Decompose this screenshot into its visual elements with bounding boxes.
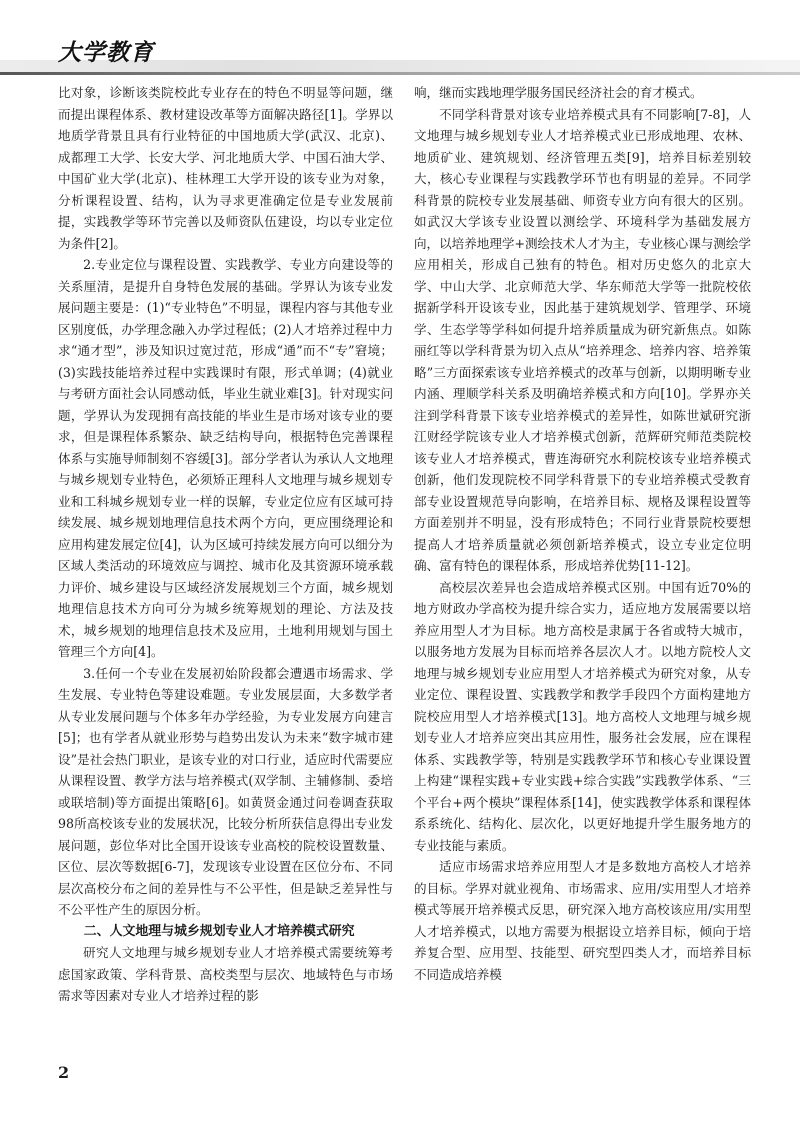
left-paragraph-3: 3.任何一个专业在发展初始阶段都会遭遇市场需求、学生发展、专业特色等建设难题。专业发展层面，大多数学者从专业发展问题与个体多年办学经验，为专业发展方向建言[5]；也有学者从就业形势与趋势出发认为未来“数字城市建设”是社会热门职业，是该专业的对口行业，适应时代需要应从课程设置、教学方法与培养模式(双学制、主辅修制、委培或联培制)等方面提出策略[6]。如黄贤金通过问卷调查获取98所高校该专业的发展状况，比较分析所获信息得出专业发展问题，彭位华对比全国开设该专业高校的院校设置数量、区位、层次等数据[6-7]，发现该专业设置在区位分布、不同层次高校分布之间的差异性与不公平性，但是缺乏差异性与不公平性产生的原因分析。 bbox=[58, 665, 393, 917]
journal-title: 大学教育 bbox=[58, 39, 154, 66]
header-rule bbox=[0, 72, 800, 75]
left-paragraph-1: 比对象，诊断该类院校此专业存在的特色不明显等问题，继而提出课程体系、教材建设改革等方面解决路径[1]。学界以地质学背景且具有行业特征的中国地质大学(武汉、北京)、成都理工大学、长安大学、河北地质大学、中国石油大学、中国矿业大学(北京)、桂林理工大学开设的该专业为对象，分析课程设置、结构，认为寻求更准确定位是专业发展前提，实践教学等环节完善以及师资队伍建设，均以专业定位为条件[2]。 bbox=[58, 85, 393, 251]
left-paragraph-4: 研究人文地理与城乡规划专业人才培养模式需要统筹考虑国家政策、学科背景、高校类型与层次、地域特色与市场需求等因素对专业人才培养过程的影 bbox=[58, 945, 393, 1003]
left-paragraph-2: 2.专业定位与课程设置、实践教学、专业方向建设等的关系厘清，是提升自身特色发展的基础。学界认为该专业发展问题主要是：(1)“专业特色”不明显，课程内容与其他专业区别度低，办学理念融入办学过程低；(2)人才培养过程中力求“通才型”，涉及知识过宽过范，形成“通”而不“专”窘境；(3)实践技能培养过程中实践课时有限，形式单调；(4)就业与考研方面社会认同感动低，毕业生就业难[3]。针对现实问题，学界认为发现拥有高技能的毕业生是市场对该专业的要求，但是课程体系繁杂、缺乏结构导向，根据特色完善课程体系与实施导师制刻不容缓[3]。部分学者认为承认人文地理与城乡规划专业特色，必须矫正理科人文地理与城乡规划专业和工科城乡规划专业一样的误解，专业定位应有区域可持续发展、城乡规划地理信息技术两个方向，更应围绕理论和应用构建发展定位[4]，认为区域可持续发展方向可以细分为区域人类活动的环境效应与调控、城市化及其资源环境承载力评价、城乡建设与区域经济发展规划三个方面，城乡规划地理信息技术方向可分为城乡统筹规划的理论、方法及技术，城乡规划的地理信息技术及应用，土地利用规划与国土管理三个方向[4]。 bbox=[58, 257, 393, 659]
right-paragraph-4: 适应市场需求培养应用型人才是多数地方高校人才培养的目标。学界对就业视角、市场需求、应用/实用型人才培养模式等展开培养模式反思，研究深入地方高校该应用/实用型人才培养模式，以地方需要为根据设立培养目标，倾向于培养复合型、应用型、技能型、研究型四类人才，而培养目标不同造成培养模 bbox=[414, 859, 751, 982]
right-paragraph-1: 响，继而实践地理学服务国民经济社会的育才模式。 bbox=[414, 85, 703, 100]
right-paragraph-3: 高校层次差异也会造成培养模式区别。中国有近70%的地方财政办学高校为提升综合实力，适应地方发展需要以培养应用型人才为目标。地方高校是隶属于各省或特大城市，以服务地方发展为目标而培养各层次人才。以地方院校人文地理与城乡规划专业应用型人才培养模式为研究对象，从专业定位、课程设置、实践教学和教学手段四个方面构建地方院校应用型人才培养模式[13]。地方高校人文地理与城乡规划专业人才培养应突出其应用性，服务社会发展，应在课程体系、实践教学等，特别是实践教学环节和核心专业课设置上构建“课程实践+专业实践+综合实践”实践教学体系、“三个平台+两个模块”课程体系[14]，使实践教学体系和课程体系系统化、结构化、层次化，以更好地提升学生服务地方的专业技能与素质。 bbox=[414, 579, 751, 853]
page-header bbox=[0, 0, 800, 78]
section-heading: 二、人文地理与城乡规划专业人才培养模式研究 bbox=[83, 923, 355, 939]
right-paragraph-2: 不同学科背景对该专业培养模式具有不同影响[7-8]，人文地理与城乡规划专业人才培养模式业已形成地理、农林、地质矿业、建筑规划、经济管理五类[9]，培养目标差别较大，核心专业课程与实践教学环节也有明显的差异。不同学科背景的院校专业发展基础、师资专业方向有很大的区别。如武汉大学该专业设置以测绘学、环境科学为基础发展方向，以培养地理学+测绘技术人才为主，专业核心课与测绘学应用相关，形成自己独有的特色。相对历史悠久的北京大学、中山大学、北京师范大学、华东师范大学等一批院校依据新学科开设该专业，因此基于建筑规划学、管理学、环境学、生态学等学科如何提升培养质量成为研究新焦点。如陈丽红等以学科背景为切入点从“培养理念、培养内容、培养策略”三方面探索该专业培养模式的改革与创新，以期明晰专业内涵、理顺学科关系及明确培养模式和方向[10]。学界亦关注到学科背景下该专业培养模式的差异性，如陈世斌研究浙江财经学院该专业人才培养模式创新，范辉研究师范类院校该专业人才培养模式，曹连海研究水利院校该专业培养模式创新，他们发现院校不同学科背景下的专业培养模式受教育部专业设置规范导向影响，在培养目标、规格及课程设置等方面差别并不明显，没有形成特色；不同行业背景院校要想提高人才培养质量就必须创新培养模式，设立专业定位明确、富有特色的课程体系，形成培养优势[11-12]。 bbox=[414, 106, 751, 573]
left-column bbox=[58, 82, 393, 1007]
page-number: 2 bbox=[58, 1063, 70, 1082]
right-column bbox=[414, 82, 751, 985]
